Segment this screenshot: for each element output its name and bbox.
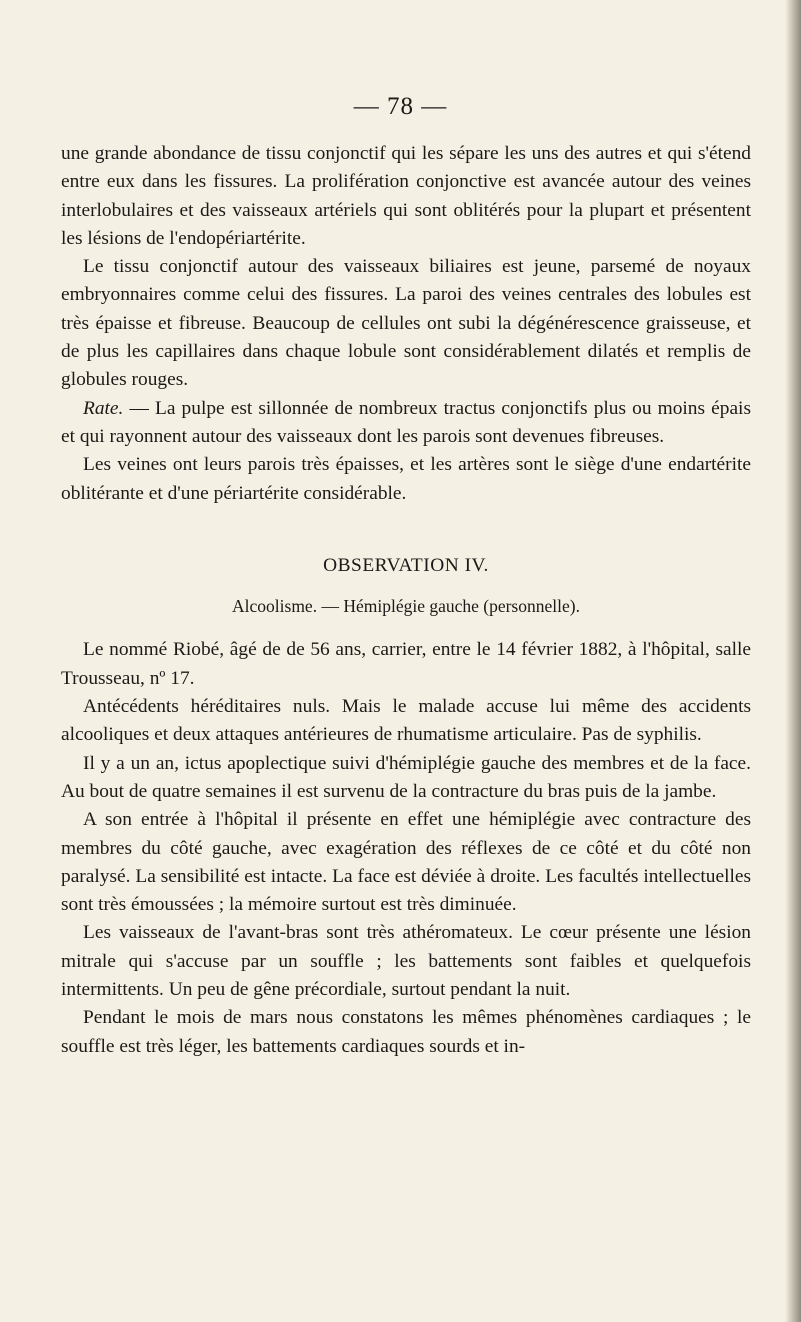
paragraph-label-rate: Rate. — [83, 397, 124, 419]
paragraph-tissu-conjonctif: Le tissu conjonctif autour des vaisseaux biliaires est jeune, parsemé de noyaux embryonnaires comme celui des fissures. La paroi des veines centrales des lobules est très épaisse et fibreuse. Beaucoup de cellules ont subi la dégénérescence graisseuse, et de plus les capillaires dans chaque lobule sont considérablement dilatés et remplis de globules rouges. — [61, 256, 751, 391]
paragraph-patient: Le nommé Riobé, âgé de de 56 ans, carrier, entre le 14 février 1882, à l'hôpital, salle Trousseau, nº 17. — [61, 639, 751, 689]
paragraph-vaisseaux: Les vaisseaux de l'avant-bras sont très athéromateux. Le cœur présente une lésion mitrale qui s'accuse par un souffle ; les battements sont faibles et quelquefois intermittents. Un peu de gêne précordiale, surtout pendant la nuit. — [61, 922, 751, 1001]
paragraph-ictus: Il y a un an, ictus apoplectique suivi d'hémiplégie gauche des membres et de la face. Au bout de quatre semaines il est survenu de la contracture du bras puis de la jambe. — [61, 752, 751, 802]
page-number: — 78 — — [353, 93, 448, 120]
page-edge-shadow — [785, 0, 801, 1322]
paragraph-veines: Les veines ont leurs parois très épaisses, et les artères sont le siège d'une endartérite oblitérante et d'une périartérite considérable. — [61, 454, 751, 504]
paragraph-mars: Pendant le mois de mars nous constatons les mêmes phénomènes cardiaques ; le souffle est très léger, les battements cardiaques sourds et in- — [61, 1007, 751, 1057]
paragraph-entree: A son entrée à l'hôpital il présente en effet une hémiplégie avec contracture des membres du côté gauche, avec exagération des réflexes de ce côté et du côté non paralysé. La sensibilité est intacte. La face est déviée à droite. Les facultés intellectuelles sont très émoussées ; la mémoire surtout est très diminuée. — [61, 809, 751, 916]
paragraph-continuation: une grande abondance de tissu conjonctif qui les sépare les uns des autres et qui s'étend entre eux dans les fissures. La prolifération conjonctive est avancée autour des veines interlobulaires et des vaisseaux artériels qui sont oblitérés pour la plupart et présentent les lésions de l'endopériartérite. — [61, 143, 751, 249]
body-text — [61, 140, 751, 1061]
paragraph-rate-text: — La pulpe est sillonnée de nombreux tractus conjonctifs plus ou moins épais et qui rayonnent autour des vaisseaux dont les parois sont devenues fibreuses. — [61, 397, 751, 447]
observation-heading: OBSERVATION IV. — [323, 554, 489, 576]
paragraph-antecedents: Antécédents héréditaires nuls. Mais le malade accuse lui même des accidents alcooliques et deux attaques antérieures de rhumatisme articulaire. Pas de syphilis. — [61, 696, 751, 746]
observation-subtitle: Alcoolisme. — Hémiplégie gauche (personnelle). — [232, 596, 580, 617]
paragraph-rate — [61, 395, 751, 452]
